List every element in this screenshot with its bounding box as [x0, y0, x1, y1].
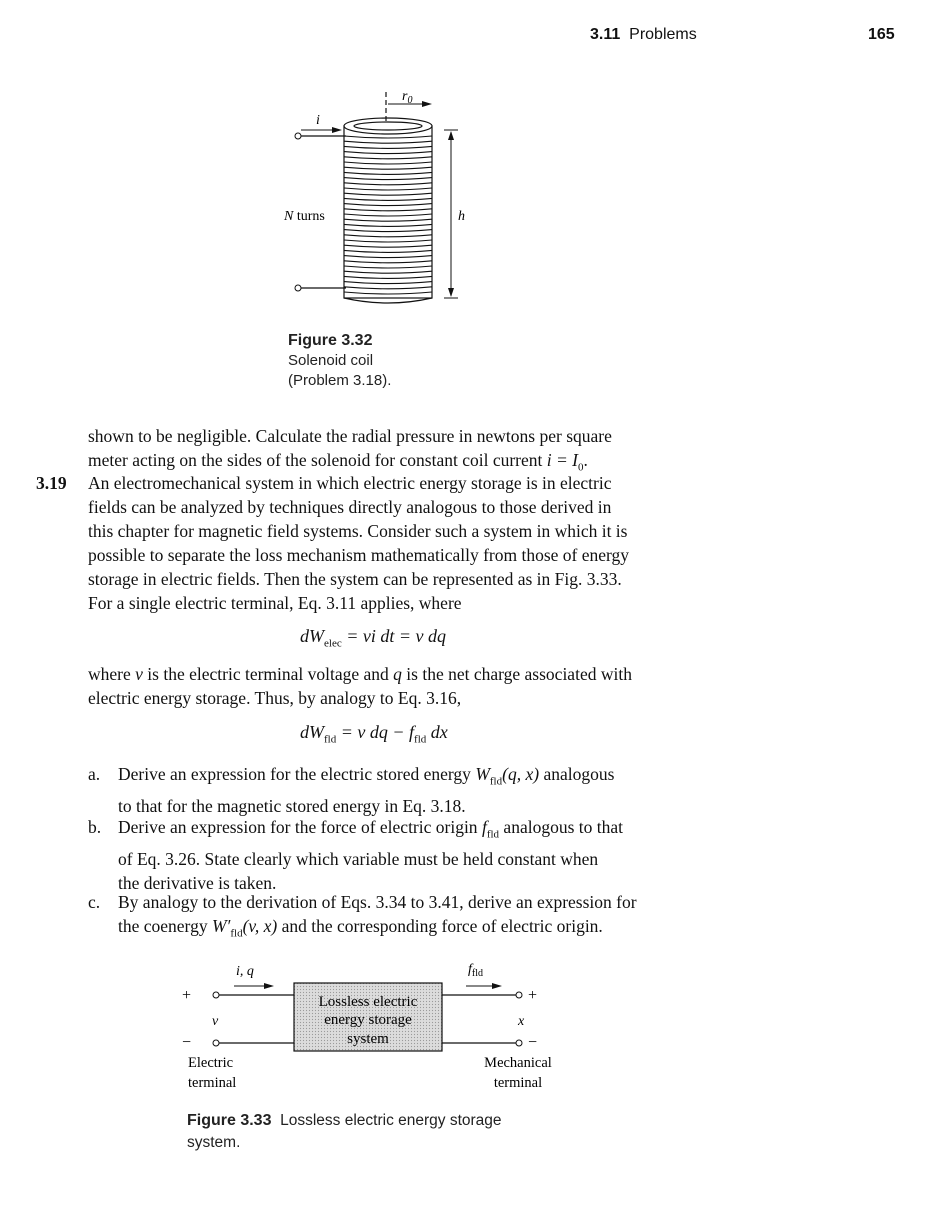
left-minus-label: −: [182, 1034, 192, 1051]
item-label: a.: [88, 764, 101, 784]
left-bottom-terminal: [213, 1040, 219, 1046]
item-label: c.: [88, 892, 101, 912]
left-plus-label: +: [182, 987, 192, 1004]
current-label: i: [316, 113, 320, 128]
right-minus-label: −: [528, 1034, 538, 1051]
para2-line: fields can be analyzed by techniques directly analogous to those derived in: [88, 497, 612, 517]
figure-333-number: Figure 3.33: [187, 1112, 272, 1129]
item-b-line1: Derive an expression for the force of electric origin $f_{fld}$ analogous to that: [118, 817, 623, 841]
item-c-line2: the coenergy $W'_{fld}(v$, x) and the corresponding force of electric origin.: [118, 916, 603, 940]
mechanical-terminal-label-2: terminal: [493, 1075, 543, 1091]
displacement-label: x: [518, 1014, 525, 1029]
para3-line2: electric energy storage. Thus, by analogy to Eq. 3.16,: [88, 688, 462, 708]
item-a-line1: Derive an expression for the electric stored energy $W_{fld}(q$, x) analogous: [118, 764, 615, 788]
para3-line1: where v is the electric terminal voltage and q is the net charge associated with: [88, 664, 632, 684]
figure-332-caption-line2: (Problem 3.18).: [288, 372, 392, 389]
height-label: h: [458, 209, 465, 224]
voltage-label: v: [212, 1014, 219, 1029]
equation-dwelec: $dW_{elec}$ = vi dt = v dq: [300, 626, 446, 650]
radius-arrowhead: [422, 101, 432, 107]
radius-label: $r_0$: [402, 89, 413, 106]
para1-line2: meter acting on the sides of the solenoid for constant coil current $i = I_0$.: [88, 450, 588, 474]
box-line3: system: [347, 1031, 389, 1047]
problem-number: 3.19: [36, 473, 67, 493]
item-label: b.: [88, 817, 102, 837]
figure-333-caption-text: Lossless electric energy storage system.: [187, 1112, 502, 1151]
current-arrowhead: [332, 127, 342, 133]
para2-line: An electromechanical system in which electric energy storage is in electric: [88, 473, 612, 493]
turns-label: N turns: [284, 209, 325, 224]
coil-top-ellipse: [344, 118, 432, 134]
mechanical-terminal-label-1: Mechanical: [484, 1055, 552, 1071]
figure-332-number: Figure 3.32: [288, 332, 373, 349]
electric-terminal-label-2: terminal: [188, 1075, 237, 1091]
paragraph-voltage: [88, 662, 748, 710]
bottom-terminal: [295, 285, 301, 291]
item-a-line2: to that for the magnetic stored energy in Eq. 3.18.: [118, 795, 466, 816]
figure-333-caption: [187, 1110, 517, 1154]
box-line2: energy storage: [324, 1012, 412, 1028]
item-b-line3: the derivative is taken.: [118, 872, 277, 893]
para2-line: For a single electric terminal, Eq. 3.11 applies, where: [88, 593, 462, 613]
running-header-section: [590, 26, 697, 44]
para2-line: storage in electric fields. Then the system can be represented as in Fig. 3.33.: [88, 569, 622, 589]
coil-bottom-curve: [344, 298, 432, 303]
right-bottom-terminal: [516, 1040, 522, 1046]
figure-332-caption: [288, 331, 391, 391]
right-top-terminal: [516, 992, 522, 998]
equation-dwfld: $dW_{fld} = v$ dq − $f_{fld}$ dx: [300, 722, 448, 746]
left-top-terminal: [213, 992, 219, 998]
problem-319-text: [88, 471, 748, 615]
figure-332-caption-line1: Solenoid coil: [288, 352, 374, 369]
para2-line: possible to separate the loss mechanism mathematically from those of energy: [88, 545, 630, 565]
section-title: Problems: [629, 26, 697, 43]
item-c-line1: By analogy to the derivation of Eqs. 3.34 to 3.41, derive an expression for: [118, 892, 637, 912]
iq-arrowhead: [264, 983, 274, 989]
energy-storage-diagram: [176, 955, 576, 1100]
force-arrowhead: [492, 983, 502, 989]
solenoid-figure: [282, 84, 482, 314]
right-plus-label: +: [528, 987, 538, 1004]
page-number: 165: [868, 26, 895, 43]
item-b-line2: of Eq. 3.26. State clearly which variable must be held constant when: [118, 848, 599, 869]
para1-line1: shown to be negligible. Calculate the radial pressure in newtons per square: [88, 426, 612, 446]
top-terminal: [295, 133, 301, 139]
section-number: 3.11: [590, 26, 621, 43]
force-label: $f_{fld}$: [468, 962, 483, 979]
box-line1: Lossless electric: [318, 994, 418, 1010]
para2-line: this chapter for magnetic field systems. Consider such a system in which it is: [88, 521, 628, 541]
current-charge-label: i, q: [236, 964, 254, 979]
electric-terminal-label-1: Electric: [188, 1055, 234, 1071]
